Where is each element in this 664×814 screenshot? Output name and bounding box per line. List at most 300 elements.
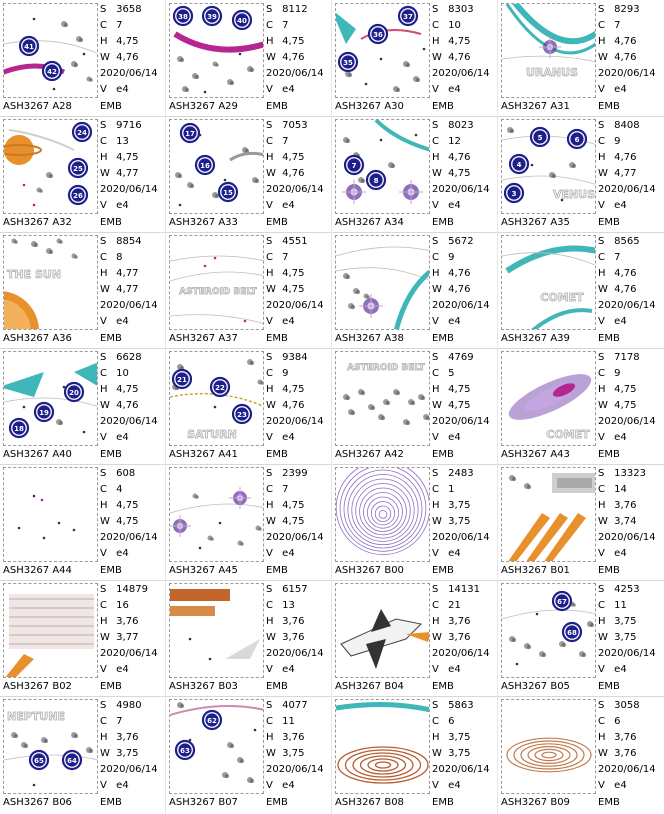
design-thumbnail[interactable] <box>169 467 264 562</box>
svg-text:35: 35 <box>343 58 353 67</box>
meta-value: 11 <box>611 600 627 611</box>
meta-label: W <box>432 52 442 63</box>
file-format: EMB <box>266 565 288 576</box>
meta-value: 8023 <box>445 120 474 131</box>
sequence-badge <box>43 62 61 80</box>
sequence-badge <box>233 11 251 29</box>
meta-value: 2020/06/14 <box>432 416 490 427</box>
meta-label: W <box>100 748 110 759</box>
width-value <box>598 746 662 762</box>
meta-label: W <box>266 168 276 179</box>
meta-value: 2020/06/14 <box>266 532 324 543</box>
width-value <box>598 514 662 530</box>
version-value <box>432 198 496 214</box>
stitch-count <box>432 582 496 598</box>
design-meta <box>432 234 496 330</box>
design-card[interactable] <box>166 696 332 812</box>
height-value <box>598 266 662 282</box>
stitch-count <box>432 118 496 134</box>
width-value <box>266 746 330 762</box>
height-value <box>598 730 662 746</box>
meta-value: 4,75 <box>279 516 305 527</box>
row-divider <box>0 580 664 581</box>
svg-text:7: 7 <box>351 161 357 170</box>
meta-value: 13323 <box>611 468 646 479</box>
stitch-count <box>598 118 662 134</box>
stitch-count <box>598 466 662 482</box>
meta-value: 13 <box>279 600 295 611</box>
color-count <box>100 482 164 498</box>
meta-value: 4,76 <box>445 52 471 63</box>
sequence-badge <box>73 123 91 141</box>
meta-label: H <box>266 36 274 47</box>
date-value <box>432 646 496 662</box>
design-card[interactable] <box>498 696 664 812</box>
meta-label: S <box>432 120 439 131</box>
meta-label: H <box>598 500 606 511</box>
meta-label: H <box>432 384 440 395</box>
stitch-count <box>266 698 330 714</box>
file-format: EMB <box>432 449 454 460</box>
meta-value: 8408 <box>611 120 640 131</box>
file-format: EMB <box>598 565 620 576</box>
design-preview <box>170 4 264 98</box>
design-thumbnail[interactable] <box>169 583 264 678</box>
meta-label: H <box>432 36 440 47</box>
meta-value: 2020/06/14 <box>598 416 656 427</box>
meta-label: H <box>598 384 606 395</box>
design-meta <box>100 582 164 678</box>
date-value <box>266 66 330 82</box>
design-card[interactable] <box>166 116 332 232</box>
meta-label: C <box>432 252 439 263</box>
design-thumbnail[interactable] <box>169 235 264 330</box>
design-card[interactable] <box>0 0 166 116</box>
date-value <box>266 530 330 546</box>
meta-value: 2020/06/14 <box>266 184 324 195</box>
design-thumbnail[interactable] <box>3 119 98 214</box>
meta-value: 6 <box>611 716 621 727</box>
color-count <box>100 250 164 266</box>
meta-label: V <box>266 432 273 443</box>
meta-value: e4 <box>445 780 461 791</box>
version-value <box>100 314 164 330</box>
meta-value: 2020/06/14 <box>598 184 656 195</box>
design-thumbnail[interactable] <box>501 3 596 98</box>
design-thumbnail[interactable] <box>3 583 98 678</box>
design-card[interactable] <box>332 348 498 464</box>
width-value <box>100 746 164 762</box>
meta-value: 8293 <box>611 4 640 15</box>
meta-label: C <box>266 484 273 495</box>
meta-label: C <box>100 368 107 379</box>
meta-value: 4,77 <box>113 268 139 279</box>
meta-value: 3,74 <box>611 516 637 527</box>
meta-value: 4,76 <box>445 268 471 279</box>
meta-label: W <box>432 168 442 179</box>
height-value <box>266 614 330 630</box>
design-thumbnail[interactable] <box>169 351 264 446</box>
design-thumbnail[interactable] <box>335 351 430 446</box>
meta-label: S <box>598 236 605 247</box>
design-thumbnail[interactable] <box>335 583 430 678</box>
meta-value: 3,76 <box>113 616 139 627</box>
file-format: EMB <box>266 449 288 460</box>
design-card[interactable] <box>498 232 664 348</box>
width-value <box>432 166 496 182</box>
meta-value: e4 <box>279 780 295 791</box>
meta-value: 7 <box>611 252 621 263</box>
date-value <box>266 646 330 662</box>
version-value <box>266 546 330 562</box>
design-thumbnail[interactable] <box>335 3 430 98</box>
meta-label: H <box>432 268 440 279</box>
design-thumbnail[interactable] <box>501 699 596 794</box>
design-name: ASH3267 A37 <box>169 333 238 344</box>
meta-label: C <box>432 136 439 147</box>
svg-text:19: 19 <box>39 408 49 417</box>
design-thumbnail[interactable] <box>335 235 430 330</box>
meta-value: 4,75 <box>279 268 305 279</box>
design-card[interactable] <box>0 580 166 696</box>
color-count <box>598 714 662 730</box>
meta-value: 3658 <box>113 4 142 15</box>
date-value <box>432 414 496 430</box>
color-count <box>598 134 662 150</box>
meta-value: 4,76 <box>611 52 637 63</box>
meta-value: e4 <box>611 200 627 211</box>
design-thumbnail[interactable] <box>3 351 98 446</box>
width-value <box>598 282 662 298</box>
meta-value: 5 <box>445 368 455 379</box>
design-meta <box>432 466 496 562</box>
version-value <box>598 546 662 562</box>
meta-label: V <box>432 780 439 791</box>
design-card[interactable] <box>0 464 166 580</box>
stitch-count <box>598 350 662 366</box>
svg-text:40: 40 <box>237 16 247 25</box>
meta-value: 4,76 <box>279 52 305 63</box>
meta-label: H <box>432 152 440 163</box>
meta-label: H <box>100 152 108 163</box>
design-thumbnail[interactable] <box>169 3 264 98</box>
meta-value: 9384 <box>279 352 308 363</box>
file-format: EMB <box>100 797 122 808</box>
width-value <box>432 50 496 66</box>
meta-value: 8565 <box>611 236 640 247</box>
width-value <box>266 50 330 66</box>
design-card[interactable] <box>498 348 664 464</box>
meta-value: 2020/06/14 <box>432 68 490 79</box>
meta-value: 2020/06/14 <box>100 184 158 195</box>
color-count <box>432 714 496 730</box>
meta-value: 4,75 <box>113 36 139 47</box>
design-card[interactable] <box>166 232 332 348</box>
design-card[interactable] <box>498 116 664 232</box>
meta-label: C <box>100 20 107 31</box>
height-value <box>266 730 330 746</box>
sequence-badge <box>65 383 83 401</box>
meta-value: 4,75 <box>279 152 305 163</box>
meta-label: S <box>432 352 439 363</box>
width-value <box>100 630 164 646</box>
design-meta <box>100 466 164 562</box>
meta-value: 2020/06/14 <box>432 532 490 543</box>
meta-value: 2020/06/14 <box>598 68 656 79</box>
stitch-count <box>100 234 164 250</box>
meta-label: S <box>266 352 273 363</box>
color-count <box>100 18 164 34</box>
meta-value: 2020/06/14 <box>100 68 158 79</box>
stitch-count <box>100 350 164 366</box>
meta-value: 4,76 <box>611 268 637 279</box>
design-lettering: URANUS <box>526 66 578 79</box>
meta-label: H <box>100 384 108 395</box>
meta-label: C <box>266 136 273 147</box>
design-preview <box>170 468 264 562</box>
design-meta <box>100 2 164 98</box>
meta-label: S <box>432 4 439 15</box>
design-card[interactable] <box>0 232 166 348</box>
meta-value: 4,77 <box>113 284 139 295</box>
design-card[interactable] <box>166 0 332 116</box>
date-value <box>598 182 662 198</box>
meta-value: 4,76 <box>279 168 305 179</box>
file-format: EMB <box>266 681 288 692</box>
design-card[interactable] <box>498 580 664 696</box>
design-card[interactable] <box>166 348 332 464</box>
design-card[interactable] <box>0 116 166 232</box>
design-meta <box>100 698 164 794</box>
meta-label: S <box>432 468 439 479</box>
meta-value: 4,75 <box>445 400 471 411</box>
meta-value: e4 <box>611 664 627 675</box>
design-thumbnail[interactable] <box>335 467 430 562</box>
sequence-badge <box>399 7 417 25</box>
version-value <box>266 778 330 794</box>
meta-label: V <box>598 200 605 211</box>
svg-text:6: 6 <box>574 135 580 144</box>
meta-value: 4,76 <box>445 152 471 163</box>
design-thumbnail[interactable] <box>501 235 596 330</box>
column-divider <box>331 0 332 814</box>
row-divider <box>0 464 664 465</box>
meta-value: 4,75 <box>611 400 637 411</box>
stitch-count <box>266 350 330 366</box>
meta-label: W <box>598 52 608 63</box>
sequence-badge <box>10 419 28 437</box>
file-format: EMB <box>100 681 122 692</box>
meta-value: 4,75 <box>279 36 305 47</box>
version-value <box>598 430 662 446</box>
sequence-badge <box>531 128 549 146</box>
sequence-badge <box>563 623 581 641</box>
meta-value: 4769 <box>445 352 474 363</box>
version-value <box>100 778 164 794</box>
color-count <box>432 482 496 498</box>
design-thumbnail[interactable] <box>3 235 98 330</box>
width-value <box>266 398 330 414</box>
meta-value: 4253 <box>611 584 640 595</box>
meta-value: 2020/06/14 <box>432 648 490 659</box>
meta-value: 4980 <box>113 700 142 711</box>
meta-label: S <box>598 584 605 595</box>
design-thumbnail[interactable] <box>501 119 596 214</box>
stitch-count <box>432 2 496 18</box>
design-preview <box>170 120 264 214</box>
version-value <box>598 82 662 98</box>
meta-label: H <box>266 384 274 395</box>
design-preview <box>4 352 98 446</box>
meta-value: 4,75 <box>113 384 139 395</box>
design-name: ASH3267 B08 <box>335 797 404 808</box>
meta-label: V <box>598 548 605 559</box>
design-card[interactable] <box>332 696 498 812</box>
design-card[interactable] <box>498 464 664 580</box>
meta-value: e4 <box>279 200 295 211</box>
meta-value: 7 <box>279 136 289 147</box>
meta-label: H <box>598 268 606 279</box>
meta-value: 4551 <box>279 236 308 247</box>
design-thumbnail[interactable] <box>501 583 596 678</box>
meta-value: e4 <box>113 548 129 559</box>
version-value <box>100 82 164 98</box>
design-card[interactable] <box>498 0 664 116</box>
design-preview <box>4 700 98 794</box>
design-name: ASH3267 A38 <box>335 333 404 344</box>
design-card[interactable] <box>332 464 498 580</box>
meta-label: W <box>432 284 442 295</box>
meta-value: 2020/06/14 <box>100 648 158 659</box>
meta-label: C <box>100 484 107 495</box>
design-thumbnail[interactable] <box>169 119 264 214</box>
design-preview <box>4 468 98 562</box>
design-thumbnail[interactable] <box>3 467 98 562</box>
meta-value: 2020/06/14 <box>266 416 324 427</box>
meta-label: S <box>432 700 439 711</box>
height-value <box>266 382 330 398</box>
file-format: EMB <box>432 565 454 576</box>
meta-value: e4 <box>279 432 295 443</box>
meta-label: S <box>266 120 273 131</box>
design-name: ASH3267 B06 <box>3 797 72 808</box>
meta-value: 9716 <box>113 120 142 131</box>
date-value <box>100 530 164 546</box>
design-card[interactable] <box>332 116 498 232</box>
design-card[interactable] <box>0 348 166 464</box>
sequence-badge <box>174 7 192 25</box>
meta-value: 4,76 <box>611 284 637 295</box>
height-value <box>432 266 496 282</box>
date-value <box>100 414 164 430</box>
meta-value: 3,75 <box>445 732 471 743</box>
meta-value: 14 <box>611 484 627 495</box>
design-thumbnail[interactable] <box>335 119 430 214</box>
height-value <box>598 614 662 630</box>
design-card[interactable] <box>166 464 332 580</box>
meta-label: W <box>598 284 608 295</box>
meta-value: 3,76 <box>279 632 305 643</box>
design-preview <box>502 700 596 794</box>
design-thumbnail[interactable] <box>3 699 98 794</box>
design-thumbnail[interactable] <box>335 699 430 794</box>
meta-label: H <box>266 152 274 163</box>
sequence-badge <box>369 25 387 43</box>
design-preview <box>502 236 596 330</box>
sequence-badge <box>63 751 81 769</box>
design-name: ASH3267 B05 <box>501 681 570 692</box>
meta-label: S <box>100 236 107 247</box>
meta-value: 4,77 <box>611 168 637 179</box>
design-meta <box>100 350 164 446</box>
svg-text:17: 17 <box>185 129 195 138</box>
design-card[interactable] <box>332 0 498 116</box>
design-name: ASH3267 B07 <box>169 797 238 808</box>
design-thumbnail[interactable] <box>3 3 98 98</box>
design-meta <box>266 582 330 678</box>
height-value <box>432 498 496 514</box>
meta-label: V <box>100 200 107 211</box>
height-value <box>100 614 164 630</box>
sequence-badge <box>568 130 586 148</box>
color-count <box>266 714 330 730</box>
design-name: ASH3267 A39 <box>501 333 570 344</box>
sequence-badge <box>176 741 194 759</box>
design-thumbnail[interactable] <box>501 467 596 562</box>
meta-value: 4 <box>113 484 123 495</box>
meta-value: e4 <box>611 548 627 559</box>
width-value <box>432 398 496 414</box>
meta-value: 4,76 <box>279 400 305 411</box>
design-card[interactable] <box>332 580 498 696</box>
meta-label: W <box>100 632 110 643</box>
design-preview <box>336 4 430 98</box>
meta-label: S <box>266 584 273 595</box>
design-lettering: COMET <box>546 428 590 441</box>
stitch-count <box>598 582 662 598</box>
color-count <box>598 366 662 382</box>
meta-value: 3058 <box>611 700 640 711</box>
design-card[interactable] <box>0 696 166 812</box>
meta-value: 4,75 <box>279 284 305 295</box>
design-card[interactable] <box>332 232 498 348</box>
meta-label: H <box>598 36 606 47</box>
color-count <box>100 134 164 150</box>
meta-value: 14879 <box>113 584 148 595</box>
version-value <box>100 430 164 446</box>
design-thumbnail[interactable] <box>501 351 596 446</box>
sequence-badge <box>35 403 53 421</box>
meta-value: e4 <box>279 316 295 327</box>
meta-label: C <box>432 716 439 727</box>
meta-value: 7 <box>279 252 289 263</box>
sequence-badge <box>173 370 191 388</box>
meta-value: 3,76 <box>611 500 637 511</box>
design-card[interactable] <box>166 580 332 696</box>
stitch-count <box>432 234 496 250</box>
meta-label: V <box>432 432 439 443</box>
meta-label: V <box>266 316 273 327</box>
meta-label: C <box>266 252 273 263</box>
meta-label: S <box>266 236 273 247</box>
design-thumbnail[interactable] <box>169 699 264 794</box>
meta-label: C <box>432 484 439 495</box>
meta-value: 7 <box>279 484 289 495</box>
sequence-badge <box>345 156 363 174</box>
design-meta <box>432 2 496 98</box>
design-name: ASH3267 B00 <box>335 565 404 576</box>
design-name: ASH3267 A45 <box>169 565 238 576</box>
